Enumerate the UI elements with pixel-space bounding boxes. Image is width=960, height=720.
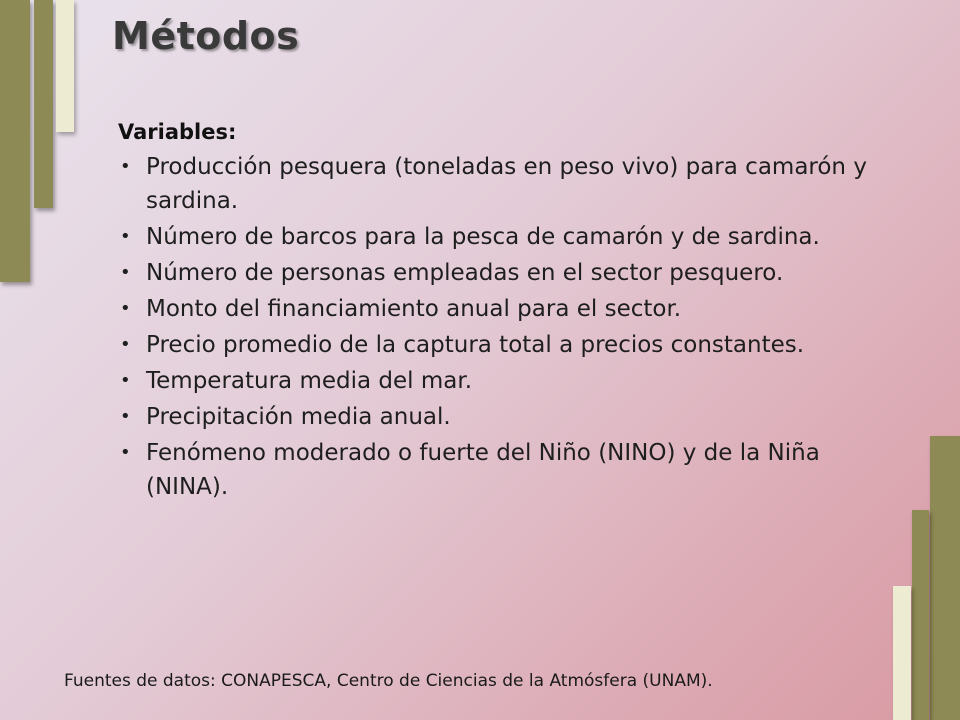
bullet-icon: • xyxy=(120,262,131,283)
decor-bar-left-3 xyxy=(56,0,74,132)
list-item xyxy=(106,328,886,362)
decor-bar-right-2 xyxy=(912,510,929,720)
slide-title: Métodos xyxy=(112,14,300,58)
bullet-icon: • xyxy=(120,156,131,177)
list-item-text: Número de barcos para la pesca de camarón y de sardina. xyxy=(146,224,820,250)
list-item-text: Número de personas empleadas en el sector pesquero. xyxy=(146,260,784,286)
bullet-icon: • xyxy=(120,442,131,463)
list-item-text: Producción pesquera (toneladas en peso vivo) para camarón y sardina. xyxy=(146,154,867,214)
slide-content xyxy=(106,120,886,506)
list-item-text: Precio promedio de la captura total a precios constantes. xyxy=(146,332,805,358)
decor-bar-right-1 xyxy=(930,436,960,720)
variables-list xyxy=(106,150,886,504)
list-item-text: Temperatura media del mar. xyxy=(146,368,473,394)
list-item xyxy=(106,220,886,254)
bullet-icon: • xyxy=(120,334,131,355)
decor-bar-right-3 xyxy=(893,586,911,720)
list-item-text: Precipitación media anual. xyxy=(146,404,451,430)
bullet-icon: • xyxy=(120,298,131,319)
list-item-text: Monto del financiamiento anual para el sector. xyxy=(146,296,682,322)
list-item xyxy=(106,364,886,398)
list-item-text: Fenómeno moderado o fuerte del Niño (NINO) y de la Niña (NINA). xyxy=(146,440,820,500)
list-item xyxy=(106,292,886,326)
bullet-icon: • xyxy=(120,406,131,427)
variables-heading: Variables: xyxy=(118,120,237,144)
bullet-icon: • xyxy=(120,370,131,391)
list-item xyxy=(106,400,886,434)
bullet-icon: • xyxy=(120,226,131,247)
list-item xyxy=(106,256,886,290)
data-sources-footer: Fuentes de datos: CONAPESCA, Centro de Ciencias de la Atmósfera (UNAM). xyxy=(64,671,713,691)
list-item xyxy=(106,436,886,504)
decor-bar-left-1 xyxy=(0,0,30,282)
list-item xyxy=(106,150,886,218)
decor-bar-left-2 xyxy=(34,0,53,208)
